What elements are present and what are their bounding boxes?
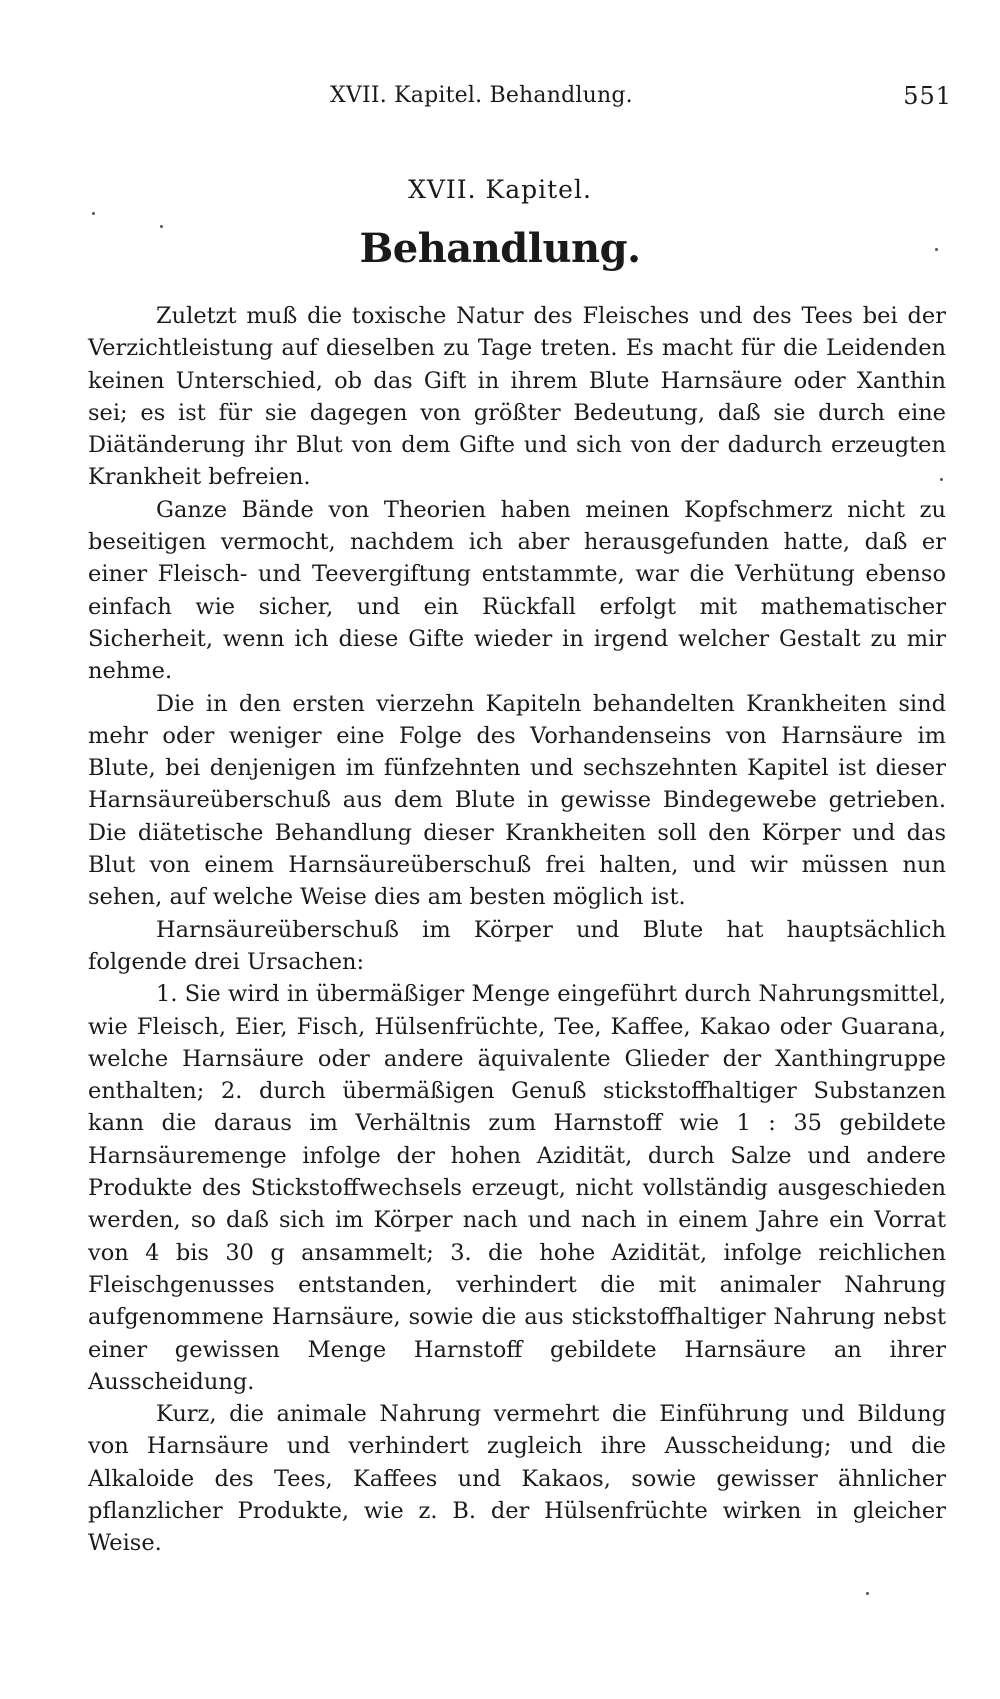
running-title: XVII. Kapitel. Behandlung. <box>330 83 633 108</box>
scan-speck <box>92 212 95 215</box>
paragraph: Harnsäureüberschuß im Körper und Blute hat hauptsächlich folgende drei Ursachen: <box>88 916 946 975</box>
paragraph: Die in den ersten vierzehn Kapiteln behandelten Krankheiten sind mehr oder weniger eine Folge des Vorhandenseins von Harnsäure im Blute, bei denjenigen im fünfzehnten und sechszehnten Kapitel ist dieser Harnsäureüberschuß aus dem Blute in gewisse Bindegewebe getrieben. Die diätetische Behandlung dieser Krankheiten soll den Körper und das Blut von einem Harnsäureüberschuß frei halten, und wir müssen nun sehen, auf welche Weise dies am besten möglich ist. <box>88 690 946 911</box>
paragraph: Kurz, die animale Nahrung vermehrt die Einführung und Bildung von Harnsäure und verhindert zugleich ihre Ausscheidung; und die Alkaloide des Tees, Kaffees und Kakaos, sowie gewisser ähnlicher pflanzlicher Produkte, wie z. B. der Hülsenfrüchte wirken in gleicher Weise. <box>88 1401 946 1557</box>
scan-speck <box>866 1592 869 1595</box>
page-number: 551 <box>903 82 952 110</box>
scan-speck <box>160 225 163 228</box>
paragraph: Zuletzt muß die toxische Natur des Fleisches und des Tees bei der Verzichtleistung auf dieselben zu Tage treten. Es macht für die Leidenden keinen Unterschied, ob das Gift in ihrem Blute Harnsäure oder Xanthin sei; es ist für sie dagegen von größter Bedeutung, daß sie durch eine Diätänderung ihr Blut von dem Gifte und sich von der dadurch erzeugten Krankheit befreien. <box>88 303 946 491</box>
running-head <box>0 78 1000 114</box>
chapter-title: Behandlung. <box>359 225 641 272</box>
body-text <box>88 300 946 1560</box>
scan-speck <box>935 248 938 251</box>
scan-speck <box>940 478 943 481</box>
paragraph: 1. Sie wird in übermäßiger Menge eingeführt durch Nahrungsmittel, wie Fleisch, Eier, Fisch, Hülsenfrüchte, Tee, Kaffee, Kakao oder Guarana, welche Harnsäure oder andere äquivalente Glieder der Xanthingruppe enthalten; 2. durch übermäßigen Genuß stickstoffhaltiger Substanzen kann die daraus im Verhältnis zum Harnstoff wie 1 : 35 gebildete Harnsäuremenge infolge der hohen Azidität, durch Salze und andere Produkte des Stickstoffwechsels erzeugt, nicht vollständig ausgeschieden werden, so daß sich im Körper nach und nach in einem Jahre ein Vorrat von 4 bis 30 g ansammelt; 3. die hohe Azidität, infolge reichlichen Fleischgenusses entstanden, verhindert die mit animaler Nahrung aufgenommene Harnsäure, sowie die aus stickstoffhaltiger Nahrung nebst einer gewissen Menge Harnstoff gebildete Harnsäure an ihrer Ausscheidung. <box>88 981 946 1395</box>
paragraph: Ganze Bände von Theorien haben meinen Kopfschmerz nicht zu beseitigen vermocht, nachdem ich aber herausgefunden hatte, daß er einer Fleisch- und Teevergiftung entstammte, war die Verhütung ebenso einfach wie sicher, und ein Rückfall erfolgt mit mathematischer Sicherheit, wenn ich diese Gifte wieder in irgend welcher Gestalt zu mir nehme. <box>88 496 946 685</box>
chapter-number: XVII. Kapitel. <box>408 175 592 204</box>
